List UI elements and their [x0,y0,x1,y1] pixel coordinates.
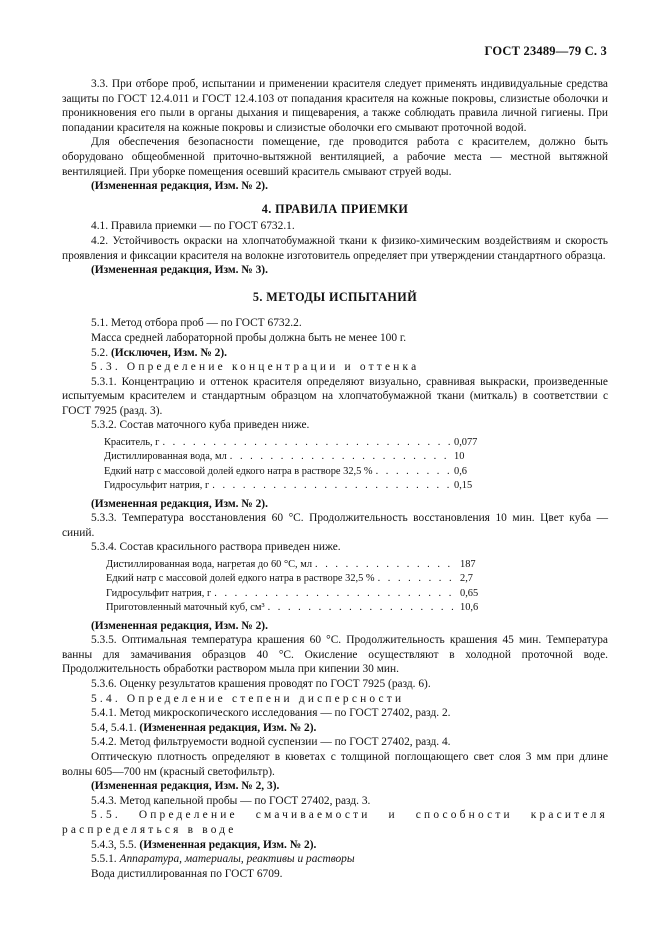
table-cell-value: 10,6 [460,602,479,614]
table-cell-label: Гидросульфит натрия, г [106,587,212,599]
table-row [106,558,510,572]
paragraph-4-1: 4.1. Правила приемки — по ГОСТ 6732.1. [91,220,295,233]
table-cell-label: Едкий натр с массовой долей едкого натра в растворе 32,5 % [104,465,373,477]
table-row [106,601,510,615]
revision-note: (Измененная редакция, Изм. № 2). [91,619,268,632]
paragraph-5-5-1 [62,852,608,867]
revision-note: (Измененная редакция, Изм. № 2). [91,497,268,510]
paragraph-5-3: 5.3. Определение концентрации и оттенка [91,361,420,374]
paragraph-5-4-2: 5.4.2. Метод фильтруемости водной суспензии — по ГОСТ 27402, разд. 4. [91,736,451,749]
paragraph-5-3-4: 5.3.4. Состав красильного раствора приведен ниже. [91,541,341,554]
clause-number: 5.4, 5.4.1. [91,721,137,734]
table-cell-value: 0,077 [454,437,478,449]
revision-note: (Измененная редакция, Изм. № 2, 3). [91,780,280,793]
dye-solution-table [106,558,510,616]
table-cell-value: 0,6 [454,465,467,477]
paragraph-5-5: 5.5. Определение смачиваемости и способности красителя распределяться в воде [62,809,608,836]
table-cell-label: Едкий натр с массовой долей едкого натра в растворе 32,5 % [106,573,375,585]
paragraph-distilled-water: Вода дистиллированная по ГОСТ 6709. [91,867,283,880]
table-cell-label: Дистиллированная вода, мл [104,451,227,463]
table-row [104,436,504,450]
paragraph-4-2: 4.2. Устойчивость окраски на хлопчатобумажной ткани к физико-химическим воздействиям и скорость проявления и фиксации красителя на волокне изготовитель определяет при утверждении стандартного образца. [62,234,608,262]
paragraph-5-3-3: 5.3.3. Температура восстановления 60 °С. Продолжительность восстановления 10 мин. Цвет куба — синий. [62,512,608,539]
table-row [104,450,504,464]
paragraph-5-2 [62,346,608,361]
vat-composition-table [104,436,504,494]
paragraph-5-3-5: 5.3.5. Оптимальная температура крашения 60 °С. Продолжительность крашения 45 мин. Температура ванны для замачивания образцов 40 °С. Окисление осуществляют в холодной проточной воде. Продолжительность обработки раствором мыла при кипении 30 мин. [62,634,608,676]
paragraph-5-3-1: 5.3.1. Концентрацию и оттенок красителя определяют визуально, сравнивая выкраски, произведенные испытуемым красителем и стандартным образцом на хлопчатобумажной ткани (миткаль) в соответствии с ГОСТ 7925 (разд. 3). [62,375,608,417]
table-cell-value: 2,7 [460,573,473,585]
table-row [106,587,510,601]
paragraph-5-3-2: 5.3.2. Состав маточного куба приведен ниже. [91,419,310,432]
section-4-heading: 4. ПРАВИЛА ПРИЕМКИ [261,201,409,216]
revision-note: (Измененная редакция, Изм. № 2). [91,180,268,193]
paragraph-sample-mass: Масса средней лабораторной пробы должна быть не менее 100 г. [91,331,407,344]
paragraph-optical-density: Оптическую плотность определяют в кюветах с толщиной поглощающего свет слоя 3 мм при длине волны 605—700 нм (красный светофильтр). [62,751,608,778]
table-cell-label: Краситель, г [104,437,160,449]
table-row [104,465,504,479]
table-cell-label: Дистиллированная вода, нагретая до 60 °С, мл [106,559,313,571]
paragraph-5-3-6: 5.3.6. Оценку результатов крашения проводят по ГОСТ 7925 (разд. 6). [91,678,431,691]
clause-number: 5.5.1. [91,853,117,866]
table-cell-value: 0,65 [460,587,479,599]
revision-note: (Измененная редакция, Изм. № 2). [139,721,317,734]
paragraph-3-3: 3.3. При отборе проб, испытании и применении красителя следует применять индивидуальные средства защиты по ГОСТ 12.4.011 и ГОСТ 12.4.103 от попадания красителя на кожные покровы, слизистые оболочки и проникновения его пыли в органы дыхания и пищеварения, а также соблюдать правила личной гигиены. При попадании красителя на кожные покровы и слизистые оболочки его смывают проточной водой. [62,78,608,134]
paragraph-5-1: 5.1. Метод отбора проб — по ГОСТ 6732.2. [91,317,302,330]
paragraph-5-5-revision [62,838,608,853]
clause-title: Аппаратура, материалы, реактивы и растворы [119,853,355,866]
page-header: ГОСТ 23489—79 С. 3 [484,44,607,58]
table-cell-value: 10 [454,451,465,463]
paragraph-5-4: 5.4. Определение степени дисперсности [91,692,405,705]
revision-note: (Исключен, Изм. № 2). [110,346,227,359]
paragraph-5-4-1: 5.4.1. Метод микроскопического исследования — по ГОСТ 27402, разд. 2. [91,707,451,720]
table-cell-value: 0,15 [454,480,473,492]
table-row [106,572,510,586]
revision-note: (Измененная редакция, Изм. № 2). [139,838,317,851]
paragraph-safety: Для обеспечения безопасности помещение, где проводится работа с красителем, должно быть оборудовано общеобменной приточно-вытяжной вентиляцией, а рабочие места — местной вытяжной вентиляцией. При уборке помещения осевший краситель смывают струей воды. [62,136,608,178]
table-cell-value: 187 [460,559,476,571]
paragraph-5-4-3: 5.4.3. Метод капельной пробы — по ГОСТ 27402, разд. 3. [91,794,371,807]
table-cell-label: Гидросульфит натрия, г [104,480,210,492]
section-5-heading: 5. МЕТОДЫ ИСПЫТАНИЙ [252,289,418,304]
revision-note: (Измененная редакция, Изм. № 3). [91,264,268,277]
paragraph-5-4-revision [62,721,608,736]
table-row [104,479,504,493]
document-body [62,77,608,881]
clause-number: 5.4.3, 5.5. [91,838,137,851]
clause-number: 5.2. [91,346,109,359]
table-cell-label: Приготовленный маточный куб, см³ [106,602,265,614]
